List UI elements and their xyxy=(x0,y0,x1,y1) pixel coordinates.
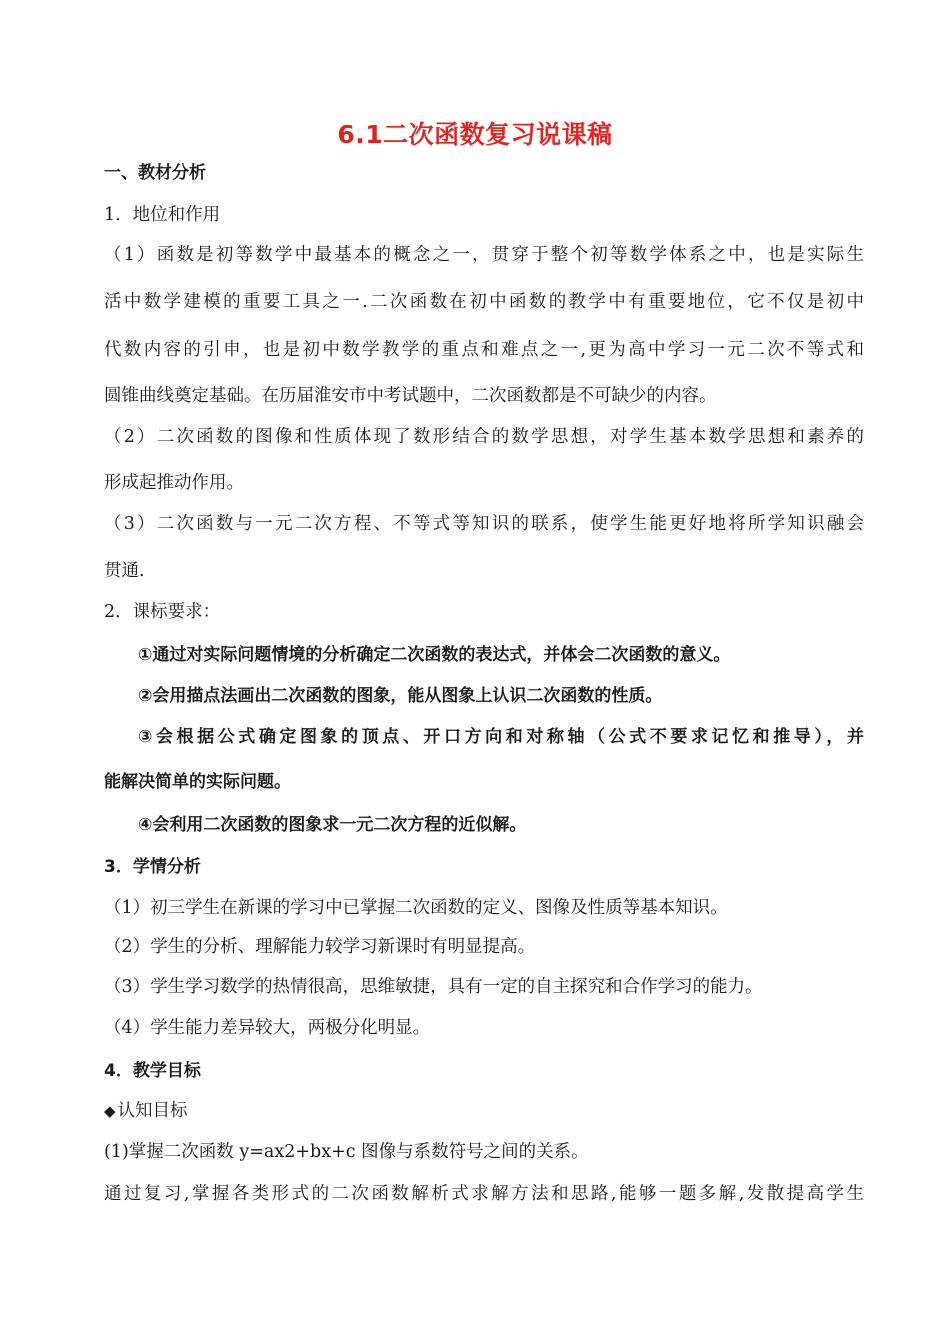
cognitive-goal-heading xyxy=(104,1099,864,1123)
paragraph-line: 贯通. xyxy=(104,561,145,581)
paragraph-line: 圆锥曲线奠定基础。在历届淮安市中考试题中，二次函数都是不可缺少的内容。 xyxy=(104,386,717,406)
paragraph-line: 代数内容的引申，也是初中数学教学的重点和难点之一,更为高中学习一元二次不等式和 xyxy=(104,340,864,360)
subheading-student-analysis: 3．学情分析 xyxy=(104,857,201,877)
subheading-curriculum-requirements: 2．课标要求： xyxy=(104,602,221,622)
cognitive-goal-label: 认知目标 xyxy=(117,1101,188,1121)
subheading-position-role: 1．地位和作用 xyxy=(104,205,221,225)
goal-item: (1)掌握二次函数 y=ax2+bx+c 图像与系数符号之间的关系。 xyxy=(104,1142,589,1162)
paragraph-line: 活中数学建模的重要工具之一.二次函数在初中函数的教学中有重要地位，它不仅是初中 xyxy=(104,292,864,312)
paragraph-line: （2）二次函数的图像和性质体现了数形结合的数学思想，对学生基本数学思想和素养的 xyxy=(104,427,864,447)
diamond-bullet-icon: ◆ xyxy=(104,1102,116,1120)
student-analysis-item: （1）初三学生在新课的学习中已掌握二次函数的定义、图像及性质等基本知识。 xyxy=(104,898,728,918)
student-analysis-item: （2）学生的分析、理解能力较学习新课时有明显提高。 xyxy=(104,937,536,957)
goal-paragraph-line: 通过复习,掌握各类形式的二次函数解析式求解方法和思路,能够一题多解,发散提高学生 xyxy=(104,1184,864,1204)
subheading-teaching-goals: 4．教学目标 xyxy=(104,1061,201,1081)
requirement-item: ③会根据公式确定图象的顶点、开口方向和对称轴（公式不要求记忆和推导），并 xyxy=(138,727,864,747)
requirement-item: ②会用描点法画出二次函数的图象，能从图象上认识二次函数的性质。 xyxy=(138,686,663,706)
paragraph-line: （1）函数是初等数学中最基本的概念之一，贯穿于整个初等数学体系之中，也是实际生 xyxy=(104,245,864,265)
requirement-item-continuation: 能解决简单的实际问题。 xyxy=(104,772,291,792)
page-title: 6.1二次函数复习说课稿 xyxy=(337,120,613,149)
paragraph-line: （3）二次函数与一元二次方程、不等式等知识的联系，使学生能更好地将所学知识融会 xyxy=(104,514,864,534)
student-analysis-item: （3）学生学习数学的热情很高，思维敏捷，具有一定的自主探究和合作学习的能力。 xyxy=(104,977,763,997)
section-heading-textbook-analysis: 一、教材分析 xyxy=(104,163,206,183)
student-analysis-item: （4）学生能力差异较大，两极分化明显。 xyxy=(104,1018,431,1038)
requirement-item: ①通过对实际问题情境的分析确定二次函数的表达式，并体会二次函数的意义。 xyxy=(138,645,731,665)
requirement-item: ④会利用二次函数的图象求一元二次方程的近似解。 xyxy=(138,815,527,835)
paragraph-line: 形成起推动作用。 xyxy=(104,473,244,493)
